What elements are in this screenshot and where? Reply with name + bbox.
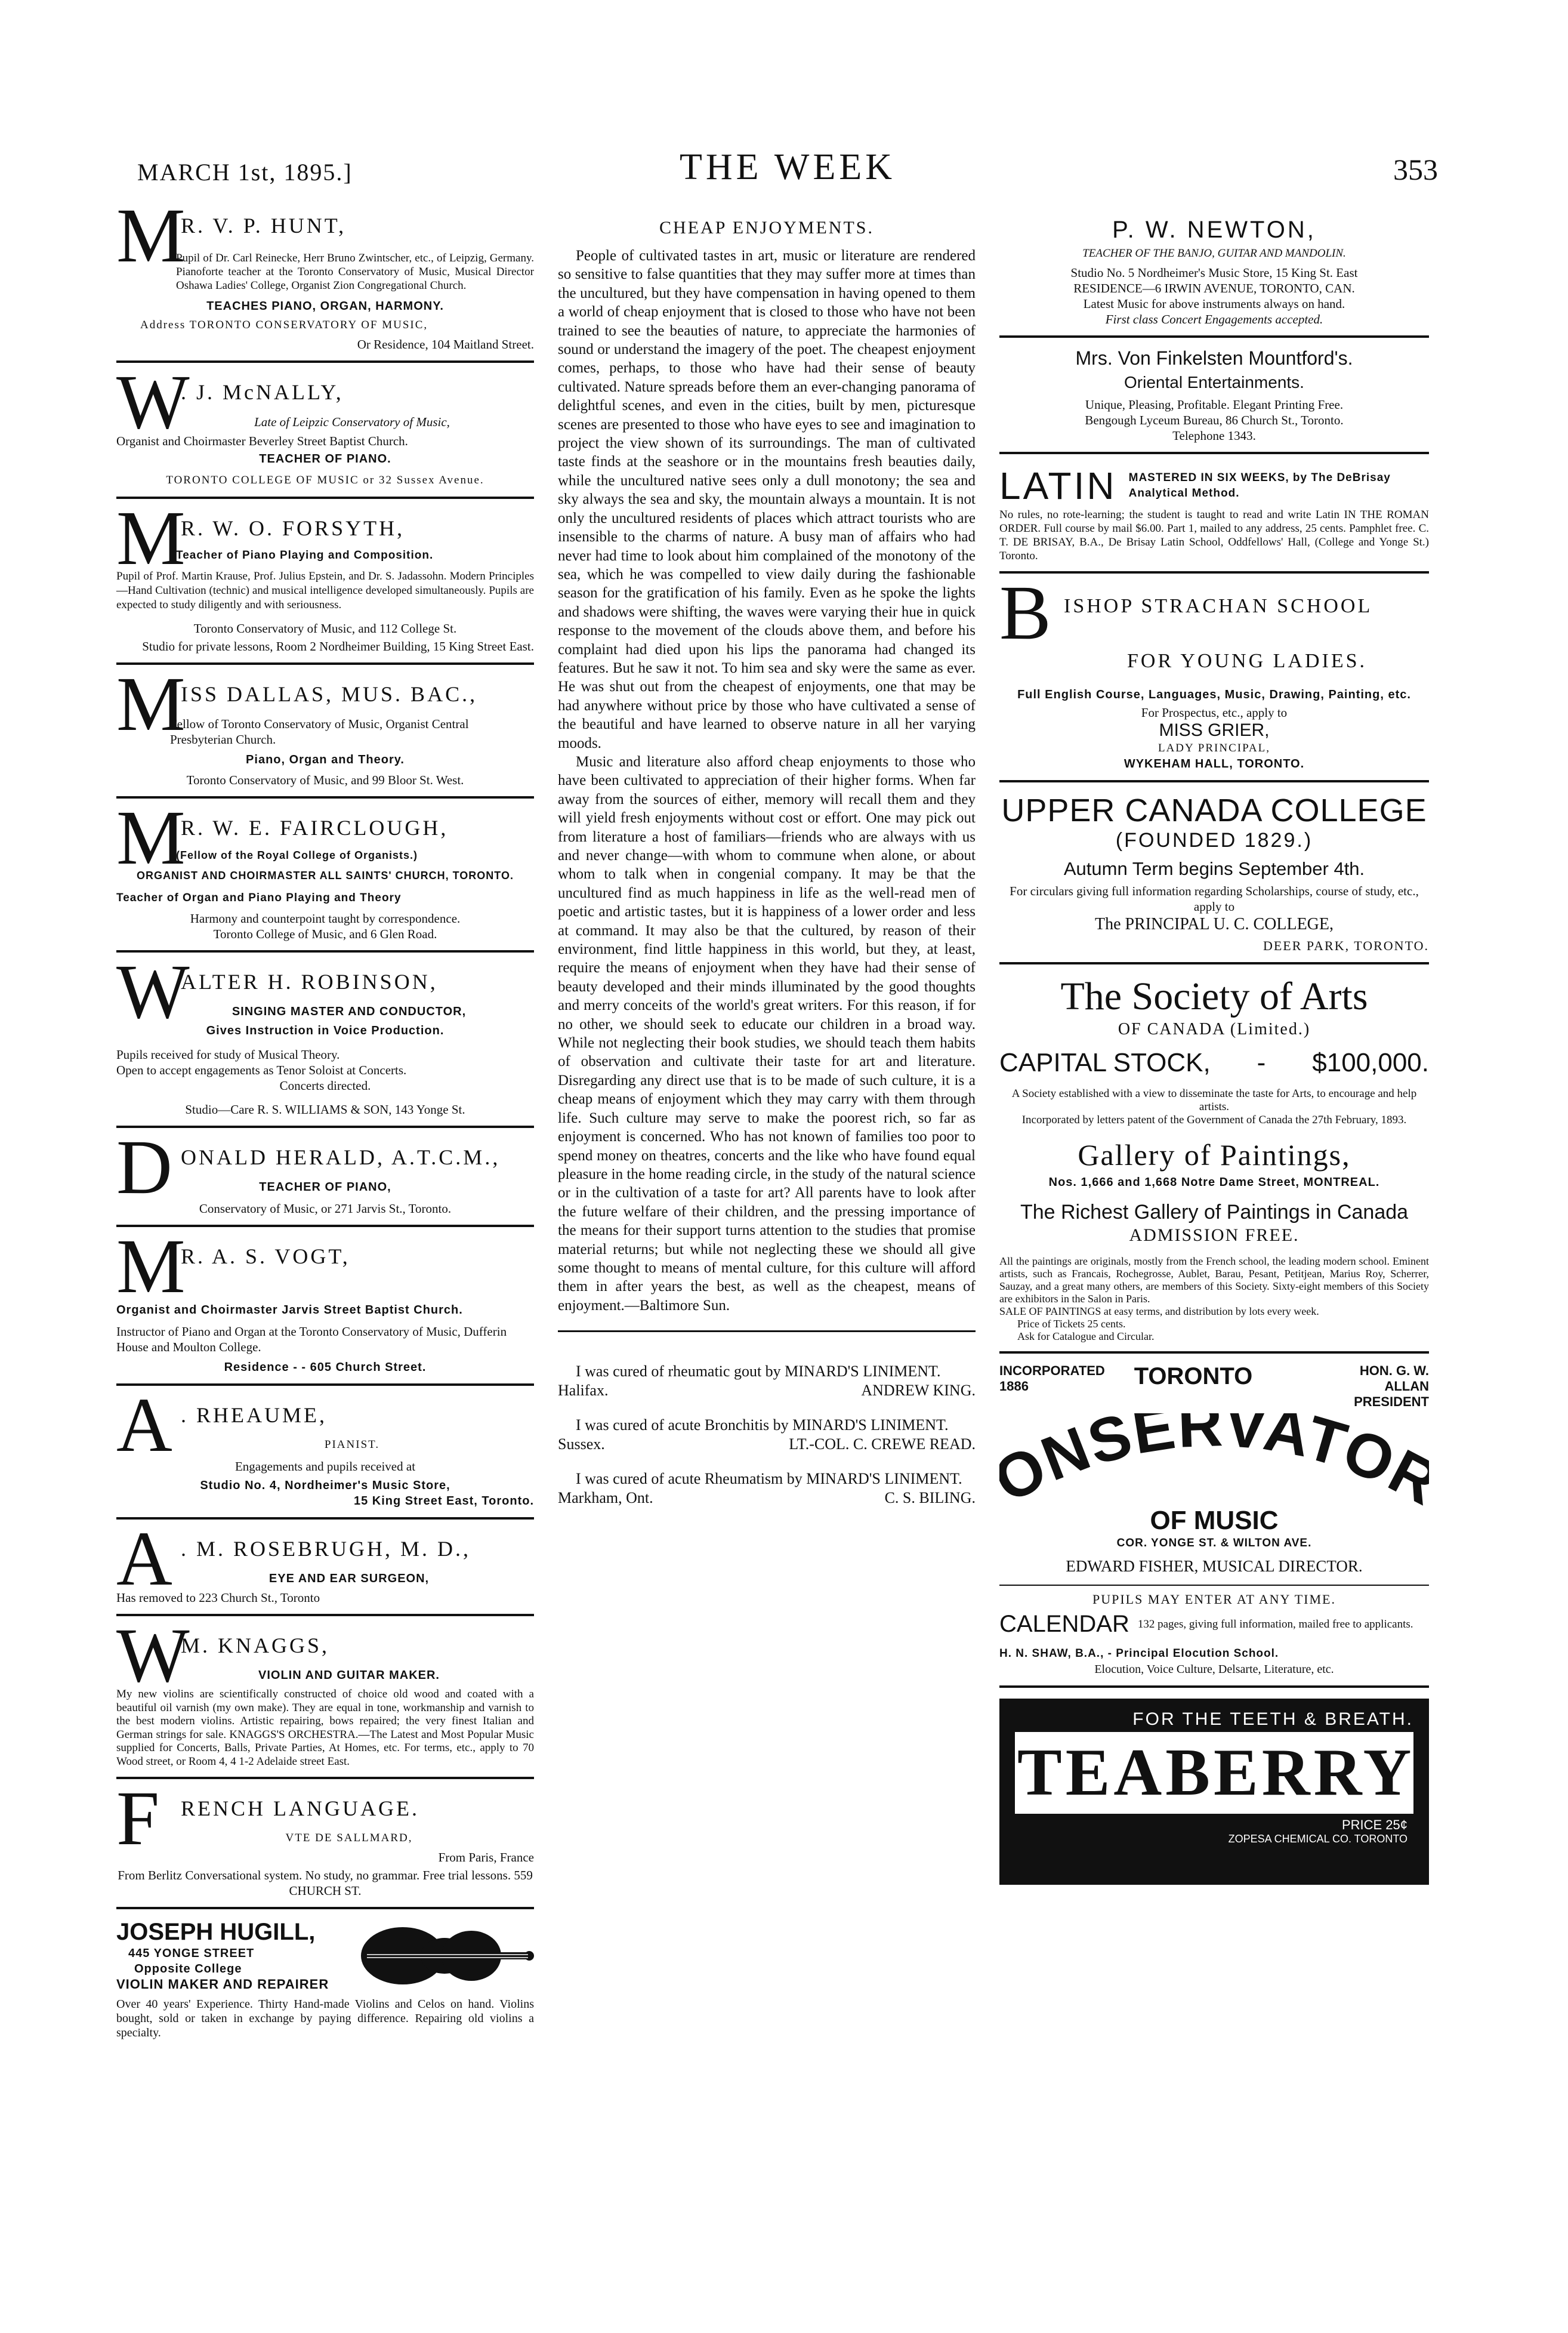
ad-line: Studio—Care R. S. WILLIAMS & SON, 143 Yonge St.: [185, 1102, 465, 1117]
article-paragraph: Music and literature also afford cheap enjoyments to those who have been cultivated to appreciation of their higher forms. When far away from the sources of either, memory will recall them and they will yield fresh enjoyments without cost or effort. One may pick out from literature a host of familiars—friends who are always with us and never change—with whom to commune when alone, or about whom to talk when in congenial company. It may be that the uncultured find as much happiness in life as the well-read men of poetic and artistic tastes, but it is happiness of a lower order and less at command. It may also be that the cultured, by reason of their environment, find little happiness in this world, but they, at least, require the means of enjoyment when they have had their sense of beauty developed and their minds illuminated by the good thoughts and merry conceits of the world's great writers. For this reason, if for no other, we should seek to educate our children in a broad way. While not neglecting their book studies, we should teach them habits of observation and cultivate their taste for art and literature. Disregarding any direct use that is to be made of such culture, it is a cheap means of enjoyment which they may carry with them through life. Such culture may serve to make the poorest rich, so far as enjoyment is concerned. Who has not known of families too poor to spend money on theatres, concerts and the like who have found equal pleasure in the home reading circle, in the study of the natural science or in the cultivation of a taste for art? All parents have to look after the future welfare of their children, and the pressing importance of the means for their support turns attention to the studies that promise material returns; but while not neglecting these we should all give some thought to means of mental culture, for this culture will afford them in after years the best, as well as the cheapest, means of enjoyment.—Baltimore Sun.: [558, 753, 976, 1314]
ad-name: The Society of Arts: [1060, 975, 1368, 1018]
section-divider: [558, 1330, 976, 1332]
ad-line: A Society established with a view to disseminate the taste for Arts, to encourage and help artists.: [1011, 1087, 1417, 1113]
ad-line: Instructor of Piano and Organ at the Toronto Conservatory of Music, Dufferin House and Moulton College.: [116, 1324, 507, 1354]
ad-name: . RHEAUME,: [181, 1403, 327, 1427]
ad-line: Organist and Choirmaster Beverley Street Baptist Church.: [116, 434, 408, 448]
ad-knaggs: [116, 1613, 534, 1779]
ad-line: DEER PARK, TORONTO.: [1263, 938, 1429, 953]
ad-rosebrugh: [116, 1516, 534, 1616]
testimonial-text: I was cured of acute Rheumatism by MINARD'S LINIMENT.: [576, 1470, 962, 1488]
ad-line: The Richest Gallery of Paintings in Canada: [1020, 1201, 1409, 1223]
teaberry-tagline: FOR THE TEETH & BREATH.: [1132, 1709, 1413, 1729]
ad-name: R. W. E. FAIRCLOUGH,: [181, 816, 449, 840]
teaberry-maker: ZOPESA CHEMICAL CO. TORONTO: [1228, 1833, 1408, 1845]
ad-line: For circulars giving full information regarding Scholarships, course of study, etc., apply to: [1010, 884, 1419, 914]
ad-robinson: [116, 949, 534, 1128]
ad-teaberry: [999, 1699, 1429, 1885]
testimonial-name: C. S. BILING.: [884, 1489, 976, 1507]
ad-line: RESIDENCE—6 IRWIN AVENUE, TORONTO, CAN.: [1073, 281, 1355, 295]
capital-stock-row: [999, 1048, 1429, 1078]
ad-line: Gives Instruction in Voice Production.: [206, 1024, 445, 1037]
ad-line: Teacher of Organ and Piano Playing and Theory: [116, 892, 402, 904]
ad-line: Toronto Conservatory of Music, and 112 College St.: [193, 621, 457, 636]
ad-line: Toronto College of Music, and 6 Glen Road.: [213, 927, 437, 941]
ad-line: LADY PRINCIPAL,: [1158, 742, 1270, 754]
teaberry-brand: TEABERRY: [1015, 1732, 1413, 1814]
president-label: HON. G. W. ALLAN PRESIDENT: [1354, 1363, 1429, 1409]
ad-body: Pupil of Prof. Martin Krause, Prof. Julius Epstein, and Dr. S. Jadassohn. Modern Principles—Hand Cultivation (technic) and musical intelligence developed simultaneously. Pupils are expected to study diligently and with seriousness.: [116, 570, 534, 611]
testimonial: [558, 1469, 976, 1508]
drop-cap: M: [116, 661, 186, 747]
incorporated-label: INCORPORATED 1886: [999, 1363, 1105, 1394]
article-paragraph: People of cultivated tastes in art, music or literature are rendered so sensitive to false quantities that they may suffer more at times than the uncultured, but they have compensation in having opened to them a world of cheap enjoyment that is closed to those who have not been trained to see the beauties of nature, to appreciate the harmonies of sound or understand the imagery of the poet. The cheapest enjoyment comes, perhaps, to those who have had their sense of beauty cultivated. Nature spreads before them an ever-changing panorama of delightful scenes, and even in the cities, built by men, picturesque scenes are presented to those who have eyes to see and imagination to project the view shown of its surroundings. The man of cultivated taste finds at the seashore or in the mountains fresh beauties daily, while the uncultured native sees only a dull monotony; the sea and sky always the sea and sky, the mountain always a mountain. It is not only the uncultured residents of places which attract tourists who are insensible to the charms of nature. A busy man of affairs who had never had time to look about him complained of the monotony of the sea, which he was compelled to view daily during the fashionable season for the gratification of his family. Even as he spoke the lights and shadows were shifting, the waves were varying their hue in quick response to the movement of the clouds above them, and before his complaint had died upon his lips the panorama had changed its features. But he saw it not. To him sea and sky were the same as ever. He was shut out from the cheapest of enjoyments, one that may be had anywhere without price by those who have cultivated a sense of the beautiful and have learned to observe nature in all her varying moods.: [558, 248, 976, 751]
ad-line: TEACHER OF PIANO,: [259, 1181, 391, 1194]
ad-name: LATIN: [999, 464, 1117, 507]
ad-line: The PRINCIPAL U. C. COLLEGE,: [1094, 915, 1334, 933]
ad-line: Ask for Catalogue and Circular.: [1017, 1330, 1155, 1342]
ad-name: RENCH LANGUAGE.: [181, 1796, 419, 1820]
ad-line: 15 King Street East, Toronto.: [354, 1494, 534, 1508]
ad-line: (FOUNDED 1829.): [1115, 829, 1313, 852]
ad-line: Nos. 1,666 and 1,668 Notre Dame Street, MONTREAL.: [1048, 1176, 1380, 1189]
drop-cap: A: [116, 1516, 172, 1602]
capital-label: CAPITAL STOCK,: [999, 1048, 1211, 1077]
ad-line: From Paris, France: [438, 1850, 534, 1864]
ad-line: COR. YONGE ST. & WILTON AVE.: [1116, 1537, 1312, 1549]
ad-fairclough: [116, 795, 534, 953]
ad-line: WYKEHAM HALL, TORONTO.: [1123, 757, 1305, 771]
violin-icon: [355, 1920, 534, 1992]
ad-line: OF CANADA (Limited.): [1118, 1020, 1311, 1038]
ad-line: Pupils received for study of Musical Theory.: [116, 1047, 340, 1062]
ad-line: SINGING MASTER AND CONDUCTOR,: [232, 1005, 467, 1018]
drop-cap: W: [116, 359, 190, 445]
ad-line: Opposite College: [134, 1962, 242, 1976]
toronto-label: TORONTO: [1134, 1363, 1253, 1389]
article-body: [558, 246, 976, 1315]
ad-body: Over 40 years' Experience. Thirty Hand-made Violins and Celos on hand. Violins bought, sold or taken in exchange by paying difference. Repairing old violins a specialty.: [116, 1998, 534, 2039]
ad-line: From Berlitz Conversational system. No study, no grammar. Free trial lessons. 559 CHURCH ST.: [118, 1868, 533, 1898]
drop-cap: W: [116, 1613, 190, 1699]
ad-line: EDWARD FISHER, MUSICAL DIRECTOR.: [1066, 1557, 1363, 1575]
ad-line: Elocution, Voice Culture, Delsarte, Literature, etc.: [1094, 1663, 1334, 1676]
ad-name: ISS DALLAS, MUS. BAC.,: [181, 682, 478, 706]
ad-dallas: [116, 661, 534, 799]
drop-cap: M: [116, 495, 186, 581]
publication-title: THE WEEK: [680, 147, 896, 187]
ad-line: Late of Leipzic Conservatory of Music,: [254, 415, 450, 429]
ad-name: JOSEPH HUGILL,: [116, 1919, 316, 1945]
testimonial-place: Markham, Ont.: [558, 1489, 653, 1507]
ad-line: Conservatory of Music, or 271 Jarvis St., Toronto.: [199, 1201, 452, 1216]
ad-name: R. W. O. FORSYTH,: [181, 516, 405, 540]
ad-line: SALE OF PAINTINGS at easy terms, and distribution by lots every week.: [999, 1305, 1319, 1317]
ad-line: Price of Tickets 25 cents.: [1017, 1318, 1126, 1330]
ad-line: Has removed to 223 Church St., Toronto: [116, 1591, 320, 1605]
drop-cap: M: [116, 1223, 186, 1309]
ad-name: M. KNAGGS,: [181, 1634, 330, 1657]
ad-line: ADMISSION FREE.: [1129, 1225, 1300, 1245]
ad-line: EYE AND EAR SURGEON,: [268, 1572, 430, 1585]
ad-mountford: [999, 347, 1429, 454]
ad-body: Pupil of Dr. Carl Reinecke, Herr Bruno Zwintscher, etc., of Leipzig, Germany. Pianoforte teacher at the Toronto Conservatory of Music, Musical Director Oshawa Ladies' College, Organist Zion Congregational Church.: [176, 252, 534, 292]
issue-date: MARCH 1st, 1895.]: [137, 159, 353, 186]
ad-line: H. N. SHAW, B.A., - Principal Elocution School.: [999, 1647, 1279, 1660]
ad-line: Autumn Term begins September 4th.: [1063, 858, 1365, 879]
ad-line: VIOLIN AND GUITAR MAKER.: [258, 1669, 440, 1682]
ad-line: Residence - - 605 Church Street.: [224, 1361, 427, 1374]
ad-line: Unique, Pleasing, Profitable. Elegant Printing Free.: [1085, 397, 1344, 412]
ad-line: VIOLIN MAKER AND REPAIRER: [116, 1977, 329, 1992]
drop-cap: M: [116, 795, 186, 881]
ad-name: ISHOP STRACHAN SCHOOL: [1064, 595, 1373, 617]
ad-name: . M. ROSEBRUGH, M. D.,: [181, 1537, 471, 1561]
ad-line: MASTERED IN SIX WEEKS, by The DeBrisay Analytical Method.: [1128, 471, 1391, 500]
ad-french: [116, 1776, 534, 1909]
ad-name: ALTER H. ROBINSON,: [181, 970, 438, 994]
capital-value: $100,000.: [1312, 1048, 1429, 1077]
ad-line: Piano, Organ and Theory.: [246, 753, 405, 766]
drop-cap: A: [116, 1382, 172, 1468]
testimonial-name: LT.-COL. C. CREWE READ.: [789, 1435, 976, 1453]
ad-line: Studio No. 4, Nordheimer's Music Store,: [200, 1479, 450, 1492]
drop-cap: F: [116, 1776, 160, 1862]
ad-herald: [116, 1124, 534, 1227]
ad-vogt: [116, 1223, 534, 1386]
testimonial: [558, 1416, 976, 1454]
ad-latin: [999, 464, 1429, 574]
gallery-heading: Gallery of Paintings,: [1078, 1138, 1351, 1172]
ad-name: P. W. NEWTON,: [1112, 217, 1316, 243]
ad-line: Studio for private lessons, Room 2 Nordheimer Building, 15 King Street East.: [142, 639, 534, 654]
ad-line: Teacher of Piano Playing and Composition.: [176, 549, 434, 562]
ad-newton: [999, 217, 1429, 338]
page-number: 353: [1393, 153, 1438, 186]
ad-conservatory: [999, 1363, 1429, 1688]
ad-line: Studio No. 5 Nordheimer's Music Store, 15 King St. East: [1070, 266, 1358, 280]
ad-line: Bengough Lyceum Bureau, 86 Church St., Toronto.: [1085, 413, 1344, 427]
ad-name: ONALD HERALD, A.T.C.M.,: [181, 1145, 501, 1169]
ad-line: Telephone 1343.: [1172, 429, 1256, 443]
calendar-note: 132 pages, giving full information, mailed free to applicants.: [1137, 1617, 1413, 1631]
ad-line: Open to accept engagements as Tenor Soloist at Concerts.: [116, 1063, 407, 1077]
testimonial-name: ANDREW KING.: [861, 1382, 976, 1400]
teaberry-price: PRICE 25¢: [1341, 1817, 1408, 1832]
ad-line: TORONTO COLLEGE OF MUSIC or 32 Sussex Avenue.: [166, 474, 484, 486]
ad-line: Address TORONTO CONSERVATORY OF MUSIC,: [140, 319, 428, 331]
testimonial-place: Sussex.: [558, 1435, 605, 1453]
ad-body: My new violins are scientifically constructed of choice old wood and coated with a beautiful oil varnish (my own make). They are equal in tone, workmanship and varnish to the best modern violins. Artistic repairing, bows repaired; the very finest Italian and German strings for sale. KNAGGS'S ORCHESTRA.—The Latest and Most Popular Music supplied for Concerts, Balls, Private Parties, At Homes, etc. For terms, etc., apply to 70 Wood street, or Room 4, 4 1-2 Adelaide street East.: [116, 1688, 534, 1768]
ad-forsyth: [116, 495, 534, 665]
ad-name: R. A. S. VOGT,: [181, 1244, 350, 1268]
calendar-row: [999, 1611, 1429, 1638]
testimonial: [558, 1362, 976, 1400]
middle-column: [558, 206, 976, 1523]
ad-line: Oriental Entertainments.: [1124, 373, 1304, 392]
ad-society-of-arts: [999, 974, 1429, 1354]
ad-line: PUPILS MAY ENTER AT ANY TIME.: [1092, 1592, 1336, 1607]
ad-hunt: [116, 193, 534, 363]
ad-line: PIANIST.: [324, 1438, 380, 1451]
ad-line: Or Residence, 104 Maitland Street.: [357, 337, 534, 352]
ad-line: ORGANIST AND CHOIRMASTER ALL SAINTS' CHURCH, TORONTO.: [137, 870, 514, 882]
drop-cap: D: [116, 1124, 172, 1210]
ad-strachan: [999, 570, 1429, 782]
ad-upper-canada-college: [999, 792, 1429, 964]
ad-body: All the paintings are originals, mostly from the French school, the leading modern school. Eminent artists, such as Francais, Rochegrosse, Aublet, Barau, Pesant, Petitjean, Marius Roy, Scherrer, Sauzay, and a great many others, are members of this Society. Sixty-eight members of this Society are exhibitors in the Salon in Paris.: [999, 1255, 1429, 1305]
running-head: [137, 146, 1438, 194]
ad-name: UPPER CANADA COLLEGE: [1001, 793, 1427, 828]
ad-line: MISS GRIER,: [1159, 720, 1270, 740]
ad-body: No rules, no rote-learning; the student is taught to read and write Latin IN THE ROMAN ORDER. Full course by mail $6.00. Part 1, mailed to any address, 25 cents. Pamphlet free. C. T. DE BRISAY, B.A., De Brisay Latin School, Oddfellows' Hall, (College and Yonge St.) Toronto.: [999, 508, 1429, 562]
ad-line: VTE DE SALLMARD,: [285, 1832, 413, 1844]
conservatory-top-row: [999, 1363, 1429, 1410]
ad-line: TEACHER OF PIANO.: [259, 452, 391, 466]
ad-line: Engagements and pupils received at: [234, 1459, 416, 1474]
ad-line: For Prospectus, etc., apply to: [1141, 705, 1288, 720]
ad-line: Harmony and counterpoint taught by correspondence.: [190, 911, 461, 926]
drop-cap: B: [999, 570, 1051, 656]
ad-rheaume: [116, 1382, 534, 1520]
right-column: [999, 206, 1429, 1885]
of-music-label: OF MUSIC: [1150, 1506, 1279, 1535]
ad-name: . J. McNALLY,: [181, 380, 344, 404]
ad-line: FOR YOUNG LADIES.: [1126, 650, 1368, 672]
ad-line: Full English Course, Languages, Music, Drawing, Painting, etc.: [1017, 688, 1411, 701]
ad-name: R. V. P. HUNT,: [181, 214, 347, 238]
conservatory-logo-text: [999, 1413, 1429, 1518]
ad-mcnally: [116, 359, 534, 499]
ad-line: 445 YONGE STREET: [128, 1947, 255, 1960]
testimonial-text: I was cured of acute Bronchitis by MINARD'S LINIMENT.: [576, 1416, 949, 1434]
left-column: [116, 193, 534, 2058]
ad-hugill: [116, 1919, 534, 2048]
ad-line: Fellow of Toronto Conservatory of Music, Organist Central Presbyterian Church.: [170, 717, 469, 747]
ad-line: Concerts directed.: [279, 1078, 371, 1093]
ad-line: TEACHES PIANO, ORGAN, HARMONY.: [206, 300, 444, 313]
testimonial-text: I was cured of rheumatic gout by MINARD'S LINIMENT.: [576, 1363, 941, 1380]
testimonial-place: Halifax.: [558, 1382, 609, 1400]
conservatory-logo-path: NSERVATO: [1032, 1413, 1406, 1499]
conservatory-logo: [999, 1413, 1429, 1521]
ad-line: Toronto Conservatory of Music, and 99 Bloor St. West.: [186, 773, 464, 787]
ad-line: Organist and Choirmaster Jarvis Street Baptist Church.: [116, 1303, 463, 1317]
ad-name: Mrs. Von Finkelsten Mountford's.: [1075, 347, 1353, 369]
article-title: CHEAP ENJOYMENTS.: [659, 218, 874, 238]
ad-line: (Fellow of the Royal College of Organists.): [176, 849, 418, 861]
ad-line: TEACHER OF THE BANJO, GUITAR AND MANDOLIN.: [1082, 247, 1346, 260]
capital-dash: -: [1257, 1048, 1266, 1077]
ad-line: Incorporated by letters patent of the Government of Canada the 27th February, 1893.: [1021, 1114, 1407, 1126]
drop-cap: W: [116, 949, 190, 1035]
calendar-label: CALENDAR: [999, 1611, 1129, 1637]
ad-line: First class Concert Engagements accepted.: [1105, 312, 1323, 326]
ad-line: Latest Music for above instruments always on hand.: [1083, 297, 1345, 311]
drop-cap: M: [116, 193, 186, 279]
